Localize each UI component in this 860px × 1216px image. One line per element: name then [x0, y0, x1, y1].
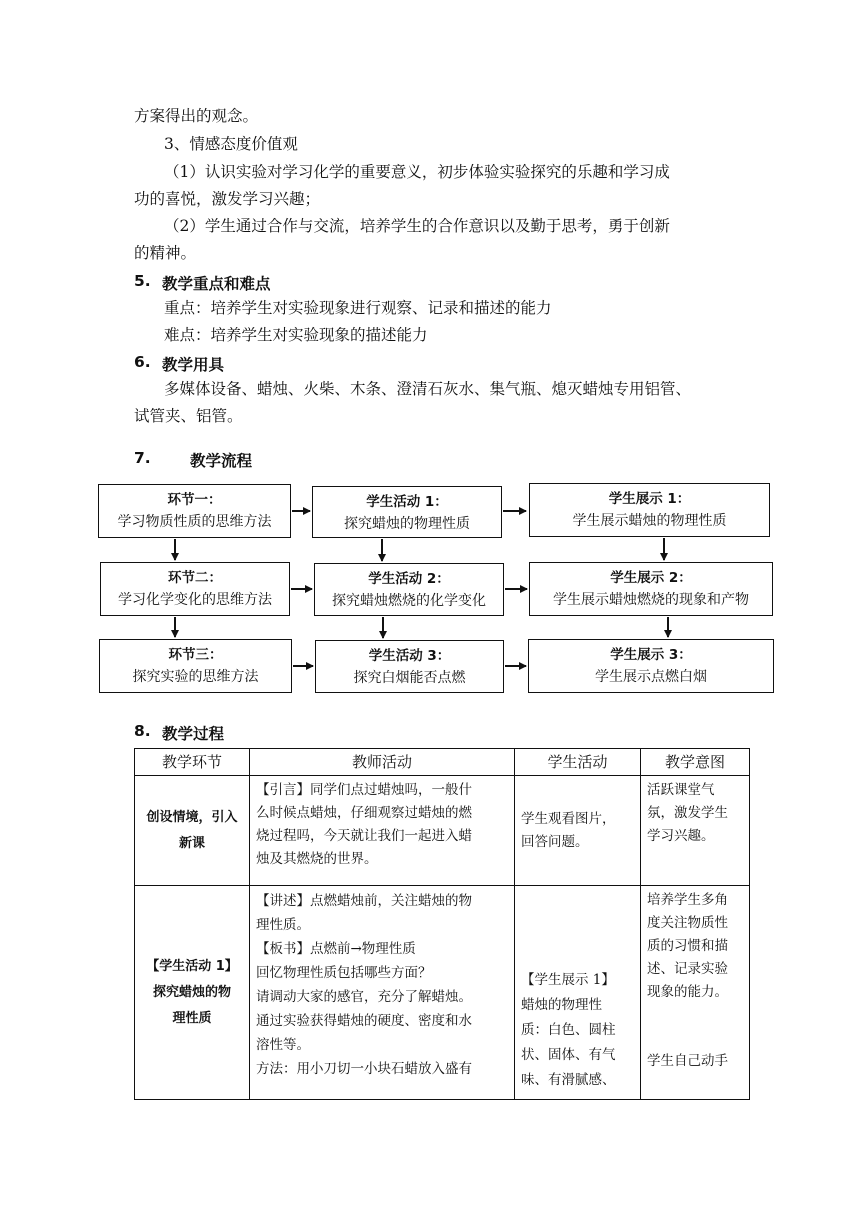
student-text: 回答问题。 [521, 833, 589, 850]
intent-cell [641, 886, 750, 1100]
attitude-item1-line1: （1）认识实验对学习化学的重要意义，初步体验实验探究的乐趣和学习成 [164, 163, 670, 181]
teacher-text: 烧过程吗，今天就让我们一起进入蜡 [256, 828, 472, 844]
student-text: 【学生展示 1】 [521, 972, 615, 988]
flow-box-text: 探究实验的思维方法 [132, 669, 259, 685]
flow-box-show-2 [529, 562, 773, 616]
attitude-item2-line2: 的精神。 [134, 244, 197, 262]
teacher-text: 【板书】点燃前→物理性质 [256, 941, 416, 957]
teacher-text: 溶性等。 [256, 1037, 310, 1053]
flow-box-title: 学生展示 3： [610, 647, 692, 663]
intent-text: 氛，激发学生 [647, 805, 728, 821]
student-cell [515, 776, 641, 886]
phase-text: 【学生活动 1】 [146, 958, 238, 974]
flow-box-stage-1 [98, 484, 291, 538]
intent-cell [641, 776, 750, 886]
flow-box-activity-2 [314, 563, 504, 616]
student-text: 质：白色、圆柱 [521, 1022, 616, 1038]
student-cell [515, 886, 641, 1100]
intent-text: 培养学生多角 [647, 892, 728, 908]
section6-line2: 试管夹、铝管。 [134, 407, 243, 425]
section8-number: 8. [134, 722, 151, 740]
process-table [134, 748, 750, 1100]
phase-text: 探究蜡烛的物 [152, 984, 231, 1000]
flow-box-title: 学生展示 1： [608, 491, 691, 507]
table-row [135, 776, 750, 886]
flow-box-title: 学生活动 2： [368, 571, 450, 587]
intent-text: 质的习惯和描 [647, 938, 728, 954]
header-intent: 教学意图 [641, 749, 750, 776]
phase-text: 创设情境，引入 [146, 809, 238, 825]
flow-box-activity-3 [315, 640, 504, 693]
student-text: 状、固体、有气 [521, 1047, 616, 1063]
teacher-text: 【引言】同学们点过蜡烛吗，一般什 [256, 782, 472, 798]
flow-box-stage-2 [100, 562, 290, 616]
teacher-text: 回忆物理性质包括哪些方面？ [256, 965, 432, 981]
intent-text: 学习兴趣。 [647, 828, 715, 844]
intent-text: 现象的能力。 [647, 984, 728, 1000]
teacher-text: 【讲述】点燃蜡烛前，关注蜡烛的物 [256, 893, 472, 909]
header-teacher: 教师活动 [250, 749, 515, 776]
flow-box-text: 学生展示蜡烛燃烧的现象和产物 [553, 592, 749, 608]
phase-text: 新课 [178, 835, 205, 851]
section7-title: 教学流程 [190, 452, 253, 470]
section5-number: 5. [134, 272, 151, 290]
section5-key-point: 重点：培养学生对实验现象进行观察、记录和描述的能力 [164, 299, 552, 317]
flow-box-show-1 [529, 483, 770, 537]
section5-difficulty: 难点：培养学生对实验现象的描述能力 [164, 326, 428, 344]
section5-title: 教学重点和难点 [162, 275, 271, 293]
header-phase: 教学环节 [135, 749, 250, 776]
flow-box-show-3 [528, 639, 774, 693]
teacher-text: 么时候点蜡烛，仔细观察过蜡烛的燃 [256, 805, 472, 821]
intent-text: 活跃课堂气 [647, 782, 715, 798]
teacher-cell [250, 886, 515, 1100]
flow-box-title: 环节三： [168, 647, 223, 663]
intro-line: 方案得出的观念。 [134, 107, 259, 125]
table-header-row [135, 749, 750, 776]
flow-box-title: 学生展示 2： [610, 570, 692, 586]
flow-box-text: 学生展示点燃白烟 [595, 669, 707, 685]
flow-box-title: 学生活动 1： [366, 494, 448, 510]
section6-number: 6. [134, 353, 151, 371]
flow-box-title: 环节一： [167, 492, 222, 508]
flow-box-text: 探究白烟能否点燃 [353, 670, 466, 686]
teacher-text: 理性质。 [256, 917, 310, 933]
attitude-item2-line1: （2）学生通过合作与交流，培养学生的合作意识以及勤于思考，勇于创新 [164, 217, 670, 235]
student-text: 学生观看图片， [521, 810, 616, 827]
phase-cell [135, 776, 250, 886]
teacher-text: 请调动大家的感官，充分了解蜡烛。 [256, 989, 472, 1005]
section6-title: 教学用具 [162, 356, 225, 374]
attitude-heading: 3、情感态度价值观 [164, 135, 298, 153]
flow-box-text: 学习化学变化的思维方法 [118, 592, 272, 608]
section6-line1: 多媒体设备、蜡烛、火柴、木条、澄清石灰水、集气瓶、熄灭蜡烛专用铝管、 [164, 380, 692, 398]
intent-text: 学生自己动手 [647, 1053, 728, 1069]
student-text: 味、有滑腻感、 [521, 1072, 616, 1088]
teacher-text: 烛及其燃烧的世界。 [256, 851, 378, 867]
teacher-text: 方法：用小刀切一小块石蜡放入盛有 [256, 1061, 472, 1077]
intent-text: 述、记录实验 [647, 961, 728, 977]
header-student: 学生活动 [515, 749, 641, 776]
flow-box-text: 探究蜡烛的物理性质 [344, 516, 470, 532]
flow-box-title: 学生活动 3： [368, 648, 451, 664]
student-text: 蜡烛的物理性 [521, 997, 602, 1013]
flow-box-text: 探究蜡烛燃烧的化学变化 [332, 593, 486, 609]
teacher-cell [250, 776, 515, 886]
phase-cell [135, 886, 250, 1100]
flow-box-text: 学生展示蜡烛的物理性质 [572, 513, 727, 529]
flow-box-text: 学习物质性质的思维方法 [117, 514, 272, 530]
flow-box-activity-1 [312, 486, 502, 538]
phase-text: 理性质 [172, 1010, 212, 1026]
table-row [135, 886, 750, 1100]
flow-box-title: 环节二： [168, 570, 222, 586]
intent-text: 度关注物质性 [647, 915, 728, 931]
section8-title: 教学过程 [162, 725, 225, 743]
attitude-item1-line2: 功的喜悦，激发学习兴趣； [134, 190, 321, 208]
section7-number: 7. [134, 449, 151, 467]
flow-box-stage-3 [99, 639, 292, 693]
teacher-text: 通过实验获得蜡烛的硬度、密度和水 [256, 1013, 472, 1029]
